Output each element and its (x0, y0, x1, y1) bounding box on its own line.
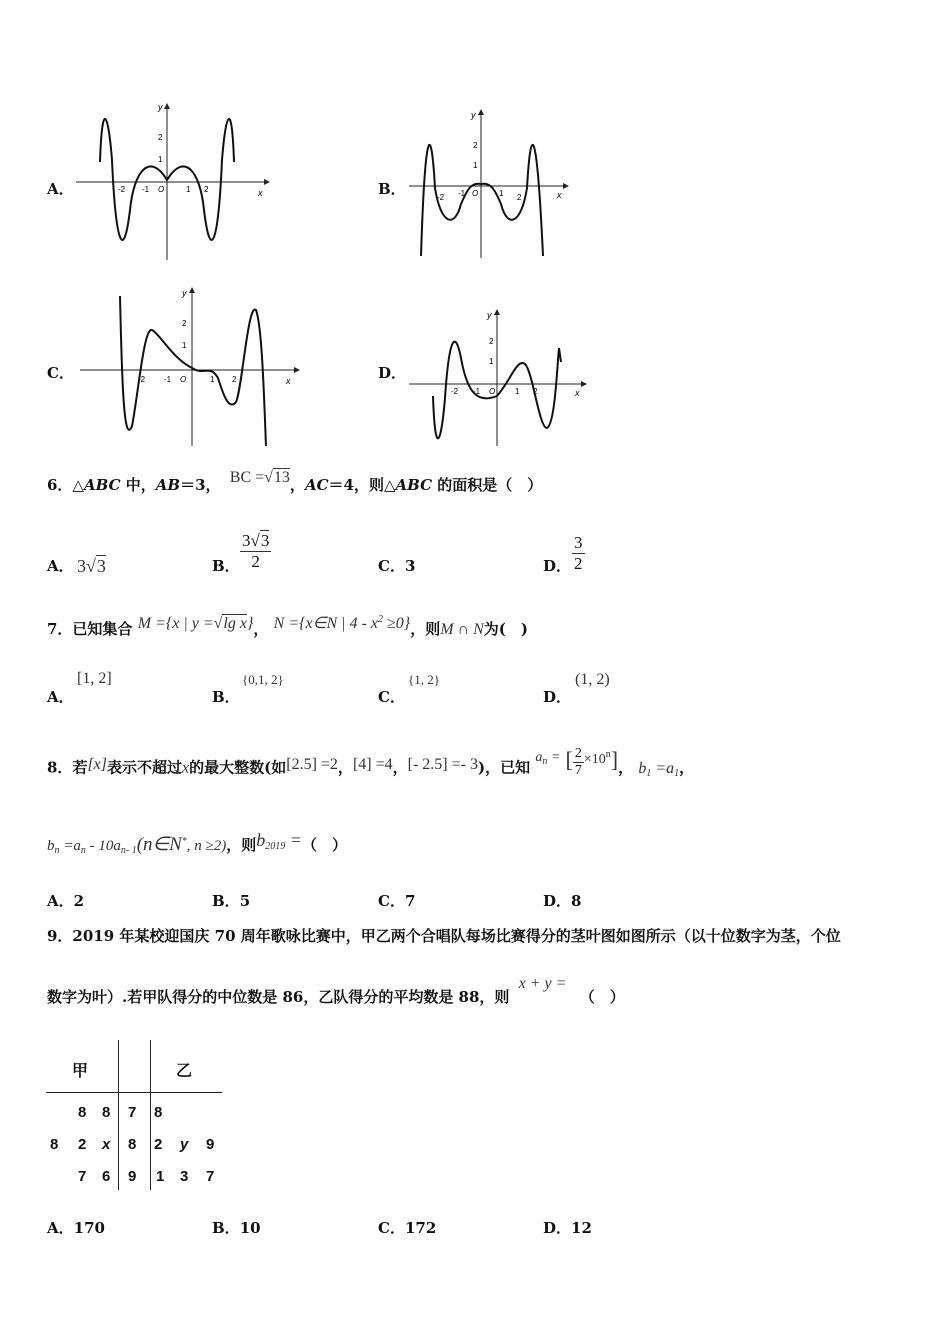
leaf-right: 3 (180, 1168, 189, 1185)
q6-text: ， (289, 476, 305, 494)
q8-bn: b (47, 838, 55, 854)
q8-an-eq: = (547, 749, 561, 765)
q7-set-m: M ={x | y =√lg x} (137, 615, 254, 632)
q6-b-radicand: 3 (260, 531, 270, 550)
q8-c-value: 7 (404, 892, 416, 910)
q8-d-label: D． (543, 892, 572, 910)
tick-x: 1 (210, 375, 215, 384)
q6-d-num: 3 (574, 533, 583, 552)
q9-option-b[interactable] (212, 1217, 261, 1238)
tick-x: -2 (451, 387, 459, 396)
q8-exponent: n (605, 748, 611, 760)
tick-y: 2 (489, 337, 494, 346)
q6-text: ＝4，则△ (328, 476, 396, 494)
tick-x: -2 (437, 193, 445, 202)
stem-leaf-divider-right (150, 1040, 151, 1190)
q8-star: * (181, 836, 187, 847)
q8-an1-sub: n- 1 (120, 845, 137, 856)
q8-floor-x: [x] (87, 755, 107, 773)
axis-x-label: x (557, 190, 562, 200)
q6-a-coef: 3 (77, 556, 86, 576)
q8-paren: （ ） (301, 836, 347, 854)
q8-an-definition (535, 750, 560, 765)
q8-option-b[interactable] (212, 890, 250, 911)
tick-y: 2 (182, 319, 187, 328)
q9-option-c[interactable] (378, 1217, 436, 1238)
q8-a-value: 2 (73, 892, 85, 910)
q9-d-value: 12 (571, 1219, 592, 1237)
q8-b-sub: 2019 (265, 841, 286, 852)
q8-c-label: C． (378, 892, 405, 910)
q6-bc-radicand: 13 (273, 469, 290, 486)
q7-m-radicand: lg x (223, 615, 247, 632)
graph-option-b-label[interactable]: B． (378, 180, 406, 198)
question-7 (47, 614, 528, 639)
q7-option-c[interactable]: C． (378, 688, 405, 706)
graph-option-a-label[interactable]: A． (47, 180, 74, 198)
leaf-right: 8 (154, 1104, 163, 1121)
q9-option-a[interactable] (47, 1217, 105, 1238)
leaf-right: 7 (206, 1168, 215, 1185)
q8-condition-2: , n ≥2) (186, 838, 227, 854)
q6-c-value: 3 (404, 557, 416, 575)
q8-text: ， (392, 758, 408, 777)
graph-d (405, 308, 593, 448)
q7-set-n (274, 615, 411, 632)
tick-x: 1 (186, 185, 191, 194)
axis-x-label: x (258, 188, 263, 198)
tick-y: 1 (158, 155, 163, 164)
q8-text: ， (679, 758, 695, 777)
question-6 (47, 469, 543, 495)
q6-option-a-value: 3√3 (77, 556, 106, 576)
tick-y: 1 (489, 357, 494, 366)
q6-a-radicand: 3 (96, 556, 106, 576)
axis-y-label: y (471, 110, 476, 120)
leaf-left: 2 (78, 1136, 87, 1153)
q6-d-den: 2 (574, 554, 583, 573)
tick-x: -2 (138, 375, 146, 384)
leaf-right: 2 (154, 1136, 163, 1153)
q8-text: )，已知 (477, 758, 531, 777)
q8-recurrence (47, 834, 227, 856)
q8-b-label: B． (212, 892, 240, 910)
q6-ac: AC (304, 476, 329, 494)
tick-y: 1 (182, 341, 187, 350)
q7-option-d[interactable]: D． (543, 688, 572, 706)
q7-option-a-value: [1, 2] (77, 670, 112, 687)
axis-origin: O (472, 189, 479, 198)
q6-suffix: 的面积是（ ） (432, 476, 543, 494)
q6-text: ＝3， (180, 476, 221, 494)
q8-b1-rsub: 1 (674, 767, 680, 779)
q9-expression: x + y = (518, 975, 567, 992)
q8-text: 表示不超过 (107, 758, 183, 777)
q6-c-label: C． (378, 557, 405, 575)
q8-b1-sub: 1 (646, 767, 652, 779)
graph-option-c-label[interactable]: C． (47, 364, 74, 382)
q8-frac-den: 7 (574, 763, 582, 778)
q9-c-value: 172 (404, 1219, 437, 1237)
q8-b1 (638, 760, 679, 777)
q8-b1-eq: =a (651, 759, 675, 777)
leaf-left: 8 (50, 1136, 59, 1153)
q8-option-a[interactable] (47, 890, 84, 911)
q7-m-set: M ={x | y = (137, 615, 214, 632)
leaf-left: 7 (78, 1168, 87, 1185)
stem-leaf-header-left: 甲 (72, 1061, 89, 1080)
axis-y-label: y (158, 102, 163, 112)
q9-c-label: C． (378, 1219, 405, 1237)
q8-text: 的最大整数(如 (189, 758, 287, 777)
q6-bc-lhs: BC = (229, 469, 265, 486)
q8-fraction (573, 746, 584, 779)
stem-leaf-divider-left (118, 1040, 119, 1190)
q8-bn-sub: n (54, 845, 60, 856)
q6-option-c[interactable] (378, 555, 415, 576)
q6-triangle: ABC (83, 476, 121, 494)
q8-times-ten: ×10 (583, 751, 606, 767)
tick-x: 1 (499, 189, 504, 198)
q6-triangle: ABC (395, 476, 433, 494)
q9-d-label: D． (543, 1219, 572, 1237)
q8-example-2: [4] =4 (352, 755, 393, 773)
q7-m-close: } (246, 615, 254, 632)
question-9-line-2 (47, 975, 625, 1007)
q8-d-value: 8 (571, 892, 582, 910)
axis-x-label: x (286, 376, 291, 386)
q8-power (583, 748, 611, 767)
q8-option-c[interactable] (378, 890, 415, 911)
tick-y: 1 (473, 161, 478, 170)
q8-prefix: 8．若 (47, 758, 88, 777)
q7-intersection: M ∩ N (440, 621, 484, 638)
question-8 (47, 746, 695, 785)
leaf-left-x: x (102, 1136, 111, 1153)
q8-floor-close: ] (610, 746, 619, 772)
tick-x: -1 (473, 387, 481, 396)
q8-frac-num: 2 (574, 746, 582, 761)
q7-option-d-value: (1, 2) (575, 671, 610, 688)
q9-paren: （ ） (579, 988, 625, 1006)
leaf-left: 8 (102, 1104, 111, 1121)
q8-minus: - 10a (85, 838, 121, 854)
q8-text: ， (337, 758, 353, 777)
q8-condition: (n∈N (136, 834, 182, 855)
q8-an: a (535, 749, 543, 765)
leaf-right-y: y (180, 1136, 189, 1153)
axis-origin: O (158, 185, 165, 194)
q6-b-coef: 3 (242, 531, 251, 550)
tick-x: 2 (517, 193, 522, 202)
axis-origin: O (180, 375, 187, 384)
tick-x: 1 (515, 387, 520, 396)
leaf-left: 6 (102, 1168, 111, 1185)
axis-x-label: x (575, 388, 580, 398)
q8-x: x (182, 759, 190, 777)
q7-option-c-value: {1, 2} (408, 672, 440, 687)
q8-example-3: [- 2.5] =- 3 (407, 755, 478, 773)
q9-b-label: B． (212, 1219, 240, 1237)
q7-n-close: ≥0} (383, 615, 411, 632)
stem-leaf-header-rule (46, 1092, 222, 1093)
q8-option-d[interactable] (543, 890, 581, 911)
q9-a-value: 170 (73, 1219, 105, 1237)
tick-x: -1 (142, 185, 150, 194)
q9-a-label: A． (47, 1219, 74, 1237)
stem: 7 (128, 1104, 137, 1121)
q8-b-value: 5 (239, 892, 251, 910)
tick-y: 2 (473, 141, 478, 150)
graph-b (405, 108, 575, 260)
q8-text: ， (618, 758, 634, 777)
q7-suffix: 为( ) (483, 620, 528, 638)
q6-option-d-fraction (572, 533, 585, 574)
q6-prefix: 6．△ (47, 476, 84, 494)
graph-a (72, 100, 272, 262)
leaf-right: 9 (206, 1136, 215, 1153)
q8-eq: =a (59, 838, 81, 854)
q8-floor-open: [ (565, 746, 573, 772)
q7-prefix: 7．已知集合 (47, 620, 133, 638)
q8-example-1: [2.5] =2 (286, 755, 338, 773)
q7-option-b-value: {0,1, 2} (242, 672, 284, 687)
q7-text: ， (253, 620, 269, 638)
axis-y-label: y (182, 288, 187, 298)
question-9-line-1: 9．2019 年某校迎国庆 70 周年歌咏比赛中，甲乙两个合唱队每场比赛得分的茎叶图如图所示（以十位数字为茎，个位 (47, 927, 841, 945)
q8-an-sub: n (542, 755, 548, 767)
q6-option-d[interactable]: D． (543, 557, 572, 575)
axis-y-label: y (487, 310, 492, 320)
question-8-line-2 (47, 830, 347, 856)
tick-x: -1 (458, 189, 466, 198)
leaf-right: 1 (156, 1168, 165, 1185)
q7-option-b[interactable]: B． (212, 688, 240, 706)
q6-option-a[interactable]: A． (47, 557, 74, 575)
q7-n-set: N ={x∈N | 4 - x (273, 615, 378, 632)
q8-b1-b: b (638, 759, 647, 777)
q8-an-sub: n (80, 845, 86, 856)
stem: 9 (128, 1168, 137, 1185)
leaf-left: 8 (78, 1104, 87, 1121)
q9-b-value: 10 (239, 1219, 261, 1237)
q6-text: 中， (120, 476, 156, 494)
axis-origin: O (489, 387, 496, 396)
tick-x: 2 (232, 375, 237, 384)
q8-b: b (256, 830, 266, 850)
q7-option-a[interactable]: A． (47, 688, 74, 706)
q8-text: ，则 (226, 836, 257, 854)
q9-line2-text: 数字为叶）.若甲队得分的中位数是 86，乙队得分的平均数是 88，则 (47, 988, 510, 1006)
tick-x: -1 (164, 375, 172, 384)
q8-a-label: A． (47, 892, 74, 910)
q6-option-b-fraction: $\frac{3√3}{2}$ (242, 531, 270, 571)
tick-x: 2 (533, 387, 538, 396)
q8-eq2: = (285, 830, 302, 850)
graph-option-d-label[interactable]: D． (378, 364, 407, 382)
q7-n-exponent: 2 (378, 614, 383, 625)
q7-text: ，则 (410, 620, 441, 638)
stem-leaf-header-right: 乙 (176, 1061, 193, 1080)
tick-x: -2 (118, 185, 126, 194)
stem: 8 (128, 1136, 137, 1153)
stem-leaf-plot (46, 1040, 222, 1190)
q6-bc: BC =√13 (229, 469, 290, 486)
q6-b-den: 2 (251, 552, 260, 571)
q6-ab: AB (155, 476, 181, 494)
tick-x: 2 (204, 185, 209, 194)
q8-b2019 (256, 830, 302, 850)
tick-y: 2 (158, 133, 163, 142)
q9-option-d[interactable] (543, 1217, 592, 1238)
graph-c (76, 286, 304, 448)
q6-option-b[interactable]: B． (212, 557, 240, 575)
